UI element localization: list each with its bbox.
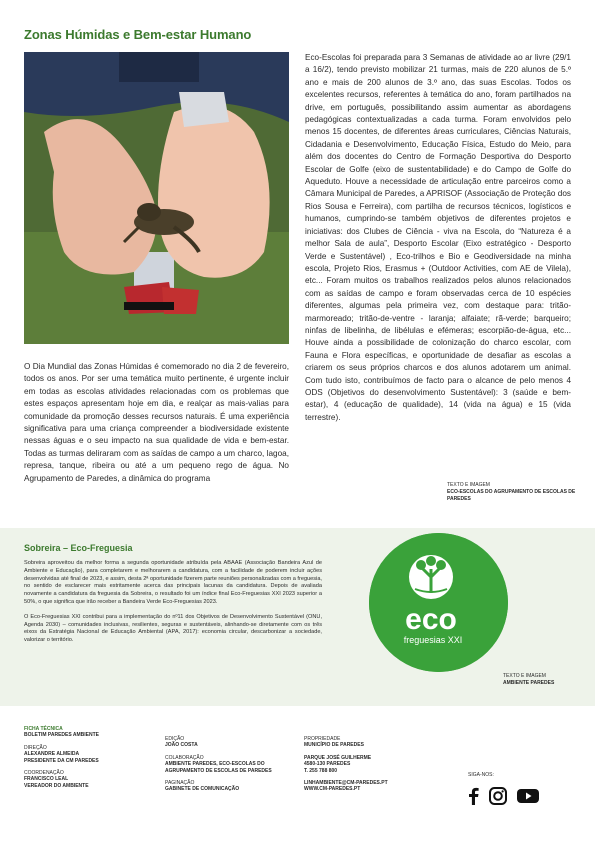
article-credit-value: ECO-ESCOLAS DO AGRUPAMENTO DE ESCOLAS DE PAREDES [447, 489, 576, 502]
ficha-label: FICHA TÉCNICA [24, 726, 63, 732]
coordenacao-value: FRANCISCO LEAL VEREADOR DO AMBIENTE [24, 776, 89, 789]
follow-label: SIGA-NOS: [468, 772, 494, 778]
article-credit [447, 482, 595, 503]
colaboracao-label: COLABORAÇÃO [165, 754, 204, 761]
article-title: Zonas Húmidas e Bem-estar Humano [24, 27, 252, 42]
propriedade-label: PROPRIEDADE [304, 736, 341, 742]
footer-col-1 [24, 726, 99, 795]
paginacao-value: GABINETE DE COMUNICAÇÃO [165, 786, 240, 793]
sobreira-credit-key: TEXTO E IMAGEM [503, 673, 546, 679]
footer-col-2 [165, 726, 283, 799]
paginacao-label: PAGINAÇÃO [165, 780, 195, 787]
facebook-icon[interactable] [464, 786, 484, 806]
sobreira-credit [503, 673, 554, 687]
ficha-value: BOLETIM PAREDES AMBIENTE [24, 732, 100, 739]
direcao-value: ALEXANDRE ALMEIDA PRESIDENTE DA CM PAREDES [24, 751, 99, 764]
edicao-label: EDIÇÃO [165, 736, 185, 742]
contacts: LINHAMBIENTE@CM-PAREDES.PT WWW.CM-PAREDES.PT [304, 780, 388, 793]
frog-in-hands-photo [24, 52, 289, 344]
sobreira-credit-value: AMBIENTE PAREDES [503, 680, 555, 686]
coordenacao-label: COORDENAÇÃO [24, 770, 64, 777]
youtube-icon[interactable] [516, 786, 540, 806]
sobreira-title: Sobreira – Eco-Freguesia [24, 543, 133, 553]
instagram-icon[interactable] [488, 786, 508, 806]
direcao-label: DIREÇÃO [24, 744, 47, 751]
sobreira-paragraph-2: O Eco-Freguesias XXI contribui para a implementação do nº11 dos Objetivos de Desenvolvimento Sustentável (ONU, Agenda 2030) – comunidades inclusivas, resilientes, seguras e sustentáveis, alinhando-se diretamente com os três eixos da Estratégia Nacional de Educação Ambiental (APA, 2017): economia circular, descarbonizar a sociedade, valorizar o território. [24, 613, 322, 644]
propriedade-value: MUNICÍPIO DE PAREDES [304, 742, 364, 749]
badge-logo-subtext: freguesias XXI [403, 635, 463, 645]
address: PARQUE JOSÉ GUILHERME 4580-130 PAREDES T. 255 788 800 [304, 754, 372, 774]
article-text-right: Eco-Escolas foi preparada para 3 Semanas de atividade ao ar livre (29/1 a 16/2), tendo previsto mobilizar 21 turmas, mais de 220 alunos de 5.º ano e mais de 200 alunos de 3.º ano, das suas Escolas. Todos os excelentes recursos, referentes à temática do ano, foram partilhados na drive, em português, possibilitando assim aumentar as abordagens pedagógicas contextualizadas a cada turma. Foram envolvidos pelo menos 15 docentes, de diferentes áreas curriculares, Ciências Naturais, Cidadania e Desenvolvimento, Educação Física, Estudo do Meio, para além dos docentes do Centro de Formação Desportiva do Desporto Escolar de Golfe (eixo de sustentabilidade) e do Campo de Golfe do Aqueduto. Houve a necessidade de articulação entre parceiros como a Câmara Municipal de Paredes, a APRISOF (Associação de Proteção dos Rios Sousa e Ferreira), com partilha de recursos técnicos, logísticos e humanos, cumprindo-se também objetivos de diferentes projetos e iniciativas: dos Clubes de Ciência - viva na Escola, do “Natureza é a melhor Sala de aula”, Desporto Escolar (Eixo estratégico - Desporto Verde e Sustentável) , Eco-trilhos e Bio e Geodiversidade na minha escola, Projeto Rios, Erasmus + (Outdoor Activities, com AE de Vilela), etc... Foram muitos os trabalhos realizados pelos alunos relacionados com as saídas de campo e foram observadas cerca de 10 espécies diferentes, algumas pela primeira vez, com destaque para: tritão-marmoreado; tritão-de-ventre - laranja; alfaiate; rã-verde; barqueiro; ninfas de libelinha, de libélulas e efémeras; escorpião-de-água, etc... Houve ainda a possibilidade de colonização do charco escolar, com Fauna e Flora específicas, e oportunidade de desafiar as escolas a criarem os seus próprios charcos e dos alunos adotarem um animal. Com tudo isto, contribuímos de facto para o alcance de pelo menos 4 ODS (Objetivos do desenvolvimento Sustentável): 3 (saúde e bem-estar), 4 (educação de qualidade), 14 (vida na água) e 15 (vida terrestre). [305, 53, 571, 422]
article-credit-key: TEXTO E IMAGEM [447, 482, 490, 488]
badge-logo-text: eco [405, 603, 457, 636]
sobreira-text [24, 560, 322, 652]
colaboracao-value: AMBIENTE PAREDES, ECO-ESCOLAS DO AGRUPAMENTO DE ESCOLAS DE PAREDES [165, 761, 272, 774]
article-text-left: O Dia Mundial das Zonas Húmidas é comemorado no dia 2 de fevereiro, todos os anos. Por ser uma temática muito pertinente, é urgente incluir em todas as escolas atividades relacionadas com os problemas que estes espaços apresentam hoje em dia, e realçar as mais-valias para comunidade da promoção desses recursos naturais. É uma experiência significativa para uma criança compreender a biodiversidade existente nessas águas e o seu impacto na sua qualidade de vida e bem-estar. Todas as turmas deliraram com as saídas de campo a um charco, lagoa, represa, tanque, ribeira ou até a um pequeno rego de água. No Agrupamento de Paredes, a dinâmica do programa [24, 362, 289, 483]
footer-col-3 [304, 726, 454, 799]
edicao-value: JOÃO COSTA [165, 742, 198, 749]
sobreira-paragraph-1: Sobreira aproveitou da melhor forma a segunda oportunidade atribuída pela ABAAE (Associação Bandeira Azul de Ambiente e Educação), para completarem e melhorarem a candidatura, com a facilidade de poderem incluir ações desenvolvidas até final de 2023, e assim, desta 2ª oportunidade fizerem parte reuniões personalizadas com a freguesia, no sentido de esclarecer mais estritamente acerca das principais lacunas da candidatura. Depois de avaliada novamente a candidatura da freguesia da Sobreira, o resultado foi um índice final Eco-Freguesias XXI 2023 superior a 50%, o que significa que irão receber a Bandeira Verde Eco-Freguesias 2023. [24, 560, 322, 605]
eco-freguesias-badge [369, 533, 508, 672]
